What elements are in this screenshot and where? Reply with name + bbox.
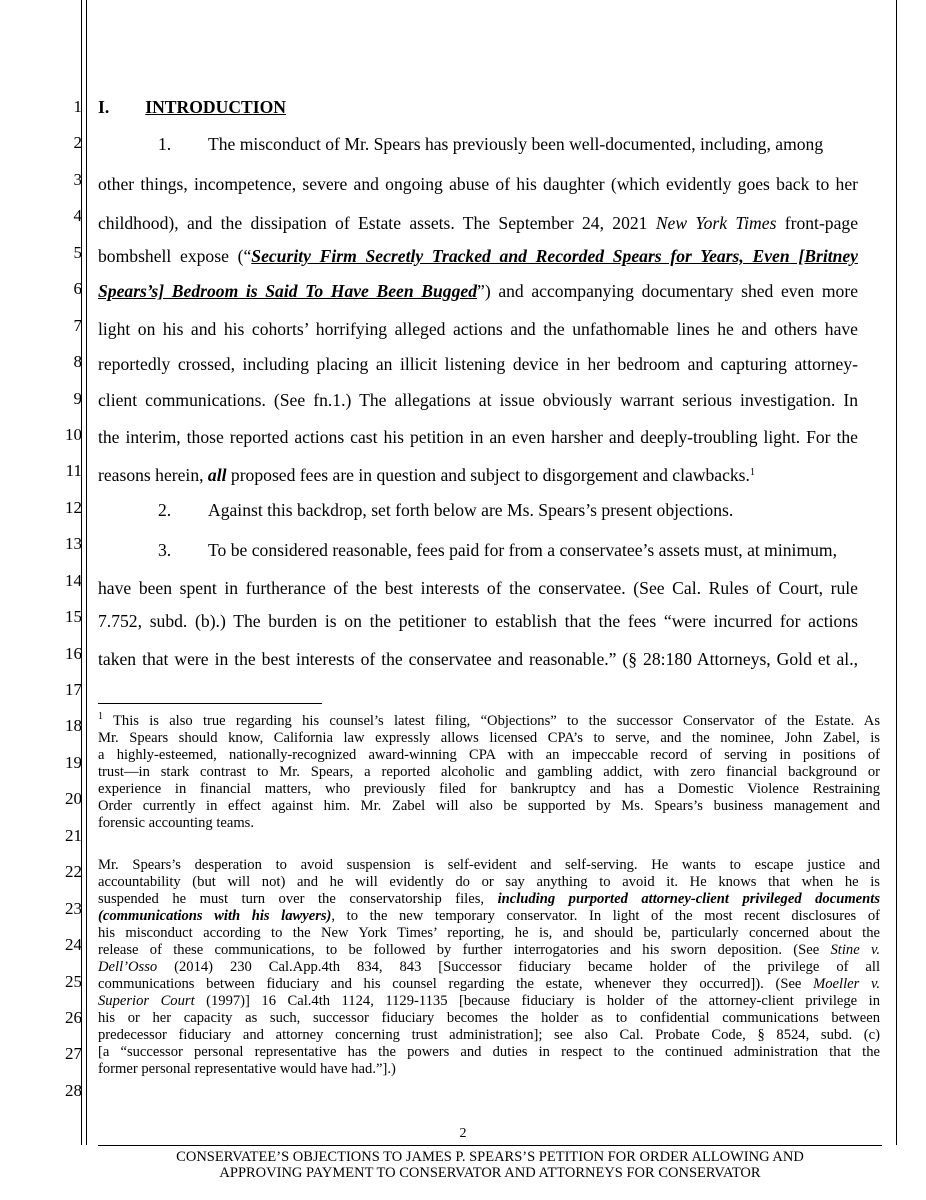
footnote-2-line-6: release of these communications, to be followed by further interrogatories and his sworn deposition. (See Stine v. <box>98 942 881 958</box>
footnote-marker: 1 <box>98 711 103 722</box>
footnote-1-line-6: Order currently in effect against him. Mr. Zabel will also be supported by Ms. Spears’s business management and <box>98 798 880 814</box>
footnote-2-line-11: predecessor fiduciary and attorney concerning trust administration]; see also Cal. Probate Code, § 8524, subd. (c) <box>98 1027 880 1043</box>
footnote-2-line-8: communications between fiduciary and his counsel regarding the estate, whenever they occurred]). (See Moeller v. <box>98 976 880 992</box>
footnote-2-line-13: former personal representative would have had.”].) <box>98 1061 396 1077</box>
line-number: 18 <box>65 716 82 736</box>
paragraph-2: 2. Against this backdrop, set forth below are Ms. Spears’s present objections. <box>158 500 734 520</box>
footnote-2-line-1: Mr. Spears’s desperation to avoid suspension is self-evident and self-serving. He wants to escape justice and <box>98 857 880 873</box>
line-number: 26 <box>65 1008 82 1027</box>
case-name-superior-court: Superior Court <box>98 993 195 1009</box>
newspaper-title: New York Times <box>655 213 777 233</box>
footnote-1-line-5: experience in financial matters, who previously filed for bankruptcy and has a Domestic Violence Restraining <box>98 781 880 797</box>
line-number: 23 <box>65 898 82 918</box>
line-number: 25 <box>65 971 82 991</box>
footnote-reference: 1 <box>749 467 755 478</box>
paragraph-1-line-6: light on his and his cohorts’ horrifying alleged actions and the unfathomable lines he and others have <box>98 319 858 339</box>
paragraph-1-line-5: Spears’s] Bedroom is Said To Have Been Bugged”) and accompanying documentary shed even more <box>98 281 858 301</box>
line-number: 20 <box>65 789 82 809</box>
paragraph-number: 2. <box>158 500 172 520</box>
footnote-1-line-2: Mr. Spears should know, California law expressly allows licensed CPA’s to serve, and the nominee, John Zabel, is <box>98 730 880 746</box>
emphasis-privileged-documents: including purported attorney-client privileged documents <box>497 891 880 907</box>
section-title: INTRODUCTION <box>145 97 287 117</box>
line-number: 7 <box>73 315 82 335</box>
footnote-2-line-9: Superior Court (1997)] 16 Cal.4th 1124, 1129-1135 [because fiduciary is holder of the attorney-client privilege in <box>98 993 880 1009</box>
line-number: 14 <box>65 570 82 590</box>
line-number: 11 <box>65 461 82 481</box>
paragraph-1-line-2: other things, incompetence, severe and ongoing abuse of his daughter (which evidently goes back to her <box>98 174 858 194</box>
paragraph-1-line-1: 1. The misconduct of Mr. Spears has previously been well-documented, including, among <box>158 134 824 154</box>
article-headline-part-1: Security Firm Secretly Tracked and Recorded Spears for Years, Even [Britney <box>251 246 858 266</box>
footnote-2-line-4: (communications with his lawyers), to the new temporary conservator. In light of the most recent disclosures of <box>98 908 880 924</box>
section-number: I. <box>98 97 110 117</box>
page-number: 2 <box>459 1126 467 1141</box>
footnote-1-line-3: a highly-esteemed, nationally-recognized award-winning CPA with an impeccable record of serving in positions of <box>98 747 880 763</box>
paragraph-number: 3. <box>158 540 172 560</box>
line-number: 12 <box>65 497 82 517</box>
footnote-2-line-7: Dell’Osso (2014) 230 Cal.App.4th 834, 843 [Successor fiduciary became holder of the privilege of all <box>98 959 880 975</box>
paragraph-1-line-7: reportedly crossed, including placing an illicit listening device in her bedroom and capturing attorney- <box>98 354 858 374</box>
line-number: 13 <box>65 534 82 554</box>
footer-line-2: APPROVING PAYMENT TO CONSERVATOR AND ATTORNEYS FOR CONSERVATOR <box>219 1165 761 1181</box>
line-number: 24 <box>65 935 82 955</box>
line-number: 5 <box>73 242 82 262</box>
line-number: 8 <box>73 352 82 372</box>
footnote-2-line-12: [a “successor personal representative has the powers and duties in respect to the continued administration that the <box>98 1044 880 1060</box>
line-number: 21 <box>65 825 82 845</box>
footnote-1-line-4: trust—in stark contrast to Mr. Spears, a reported alcoholic and gambling addict, with zero financial background or <box>98 764 880 780</box>
case-name-dellosso: Dell’Osso <box>98 959 158 975</box>
line-number: 2 <box>73 133 82 153</box>
line-number: 15 <box>65 607 82 627</box>
paragraph-number: 1. <box>158 134 172 154</box>
emphasis-communications: (communications with his lawyers) <box>98 908 332 924</box>
line-number: 22 <box>65 862 82 882</box>
case-name-stine: Stine v. <box>830 942 881 958</box>
case-name-moeller: Moeller v. <box>813 976 880 992</box>
line-number: 19 <box>65 752 82 772</box>
line-number: 9 <box>73 388 82 408</box>
footnote-2-line-3: suspended he must turn over the conservatorship files, including purported attorney-client privileged documents <box>98 891 880 907</box>
paragraph-3-line-3: 7.752, subd. (b).) The burden is on the petitioner to establish that the fees “were incurred for actions <box>98 611 858 631</box>
paragraph-1-line-4: bombshell expose (“Security Firm Secretly Tracked and Recorded Spears for Years, Even [Britney <box>98 246 858 266</box>
footnote-separator <box>98 703 322 704</box>
line-number-column <box>36 0 90 1140</box>
line-number: 10 <box>65 424 82 444</box>
paragraph-1-line-9: the interim, those reported actions cast his petition in an even harsher and deeply-troubling light. For the <box>98 427 858 447</box>
emphasis-all: all <box>207 465 227 485</box>
footnote-2-line-2: accountability (but will not) and he will evidently do or say anything to avoid it. He knows that when he is <box>98 874 880 890</box>
paragraph-1-line-10: reasons herein, all proposed fees are in question and subject to disgorgement and clawbacks.$^1$ <box>98 465 755 485</box>
paragraph-3-line-4: taken that were in the best interests of the conservatee and reasonable.” (§ 28:180 Attorneys, Gold et al., <box>98 649 858 669</box>
footer-rule <box>98 1145 882 1146</box>
paragraph-3-line-1: 3. To be considered reasonable, fees paid for from a conservatee’s assets must, at minimum, <box>158 540 838 560</box>
article-headline-part-2: Spears’s] Bedroom is Said To Have Been Bugged <box>98 281 478 301</box>
line-number: 28 <box>65 1080 82 1100</box>
footnote-2-line-5: his misconduct according to the New York Times’ reporting, he is, and should be, particularly concerned about the <box>98 925 880 941</box>
line-number: 6 <box>73 279 82 299</box>
paragraph-3-line-2: have been spent in furtherance of the best interests of the conservatee. (See Cal. Rules of Court, rule <box>98 578 858 598</box>
line-number: 1 <box>73 97 82 116</box>
line-number: 27 <box>65 1044 82 1064</box>
section-heading <box>98 97 286 117</box>
paragraph-1-line-8: client communications. (See fn.1.) The allegations at issue obviously warrant serious investigation. In <box>98 390 858 410</box>
paragraph-1-line-3: childhood), and the dissipation of Estate assets. The September 24, 2021 New York Times front-page <box>98 213 859 233</box>
line-number: 4 <box>73 206 82 226</box>
margin-rule-right <box>896 0 897 1145</box>
footnote-1-line-1: $^1$ This is also true regarding his counsel’s latest filing, “Objections” to the successor Conservator of the Estate. As <box>98 711 880 729</box>
footnote-2-line-10: his or her capacity as such, successor fiduciary becomes the holder as to confidential communications between <box>98 1010 880 1026</box>
line-number: 17 <box>65 680 82 700</box>
line-number: 16 <box>65 643 82 663</box>
footer-line-1: CONSERVATEE’S OBJECTIONS TO JAMES P. SPEARS’S PETITION FOR ORDER ALLOWING AND <box>176 1149 804 1165</box>
line-number: 3 <box>73 169 82 189</box>
footnote-1-line-7: forensic accounting teams. <box>98 815 255 831</box>
